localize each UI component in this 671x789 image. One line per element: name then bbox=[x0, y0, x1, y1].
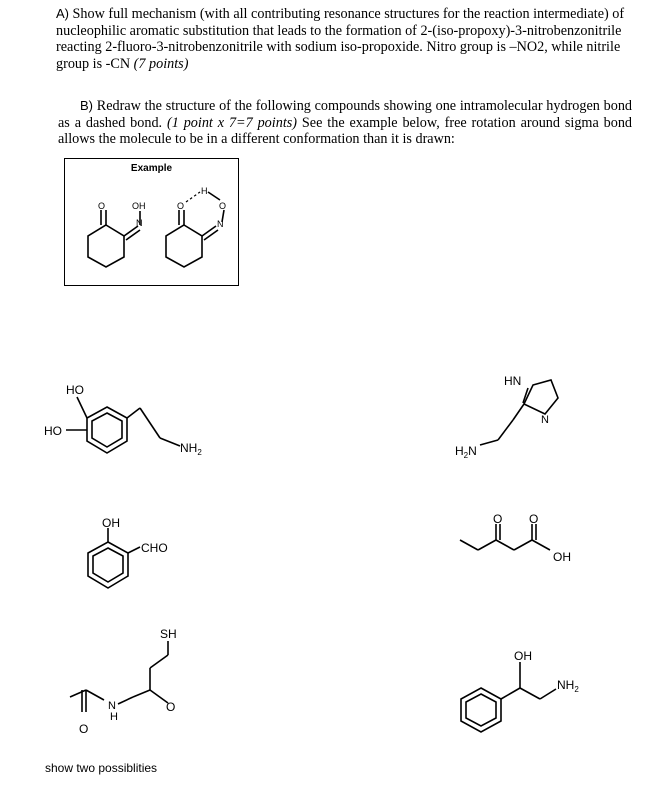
compound-2-n: N bbox=[541, 414, 549, 426]
question-b-points: (1 point x 7=7 points) bbox=[167, 114, 298, 131]
compound-5-sh: SH bbox=[160, 627, 177, 641]
example-right-molecule bbox=[166, 186, 226, 267]
compound-1-ho-left: HO bbox=[44, 424, 62, 438]
compound-1 bbox=[44, 383, 202, 457]
compound-4 bbox=[460, 512, 571, 564]
compound-5-o-ring: O bbox=[166, 700, 176, 714]
question-b-text-1: Redraw the structure of the following compounds showing one intramolecular hydrogen bond as a dashed bond. bbox=[58, 98, 633, 131]
compound-4-o1: O bbox=[493, 512, 503, 526]
compound-6-nh2: $NH_2$ bbox=[557, 678, 579, 694]
compound-2-hn: HN bbox=[504, 374, 522, 388]
compound-3 bbox=[88, 516, 168, 588]
example-right-h: H bbox=[201, 186, 208, 196]
compound-4-o2: O bbox=[529, 512, 539, 526]
compound-2 bbox=[455, 374, 558, 460]
compound-6-oh: OH bbox=[514, 649, 532, 663]
compound-3-oh: OH bbox=[102, 516, 120, 530]
question-a-label: A) bbox=[56, 6, 69, 21]
compound-2-h2n: $H_2N$ bbox=[455, 444, 477, 460]
question-a-points: (7 points) bbox=[133, 55, 189, 72]
example-right-o: O bbox=[177, 201, 185, 211]
example-left-n: N bbox=[136, 218, 143, 228]
compound-6 bbox=[461, 649, 579, 732]
example-right-n: N bbox=[217, 219, 224, 229]
example-right-o2: O bbox=[219, 201, 227, 211]
example-title: Example bbox=[130, 163, 173, 174]
question-b-text-2: See the example below, free rotation around sigma bond allows the molecule to be in a different conformation than it is drawn: bbox=[58, 114, 633, 148]
example-left-molecule bbox=[88, 201, 146, 267]
compound-1-ho-top: HO bbox=[66, 383, 84, 397]
footer-note: show two possiblities bbox=[45, 761, 158, 775]
example-left-oh: OH bbox=[132, 201, 146, 211]
question-a-text: Show full mechanism (with all contributing resonance structures for the reaction intermediate) of nucleophilic aromatic substitution that leads to the formation of 2-(iso-propoxy)-3-nitrobenzonitrile reacting 2-fluoro-3-nitrobenzonitrile with sodium iso-propoxide. Nitro group is –NO2, while nitrile group is -CN bbox=[56, 6, 625, 72]
compound-5-n: N bbox=[108, 700, 116, 712]
example-left-o: O bbox=[98, 201, 106, 211]
compound-4-oh: OH bbox=[553, 550, 571, 564]
compound-3-cho: CHO bbox=[141, 541, 168, 555]
question-b-label: B) bbox=[80, 98, 93, 113]
compound-1-nh2: $NH_2$ bbox=[180, 441, 202, 457]
compound-5 bbox=[70, 627, 177, 736]
compound-5-o-carbonyl: O bbox=[79, 722, 89, 736]
compound-5-h: H bbox=[110, 711, 118, 723]
